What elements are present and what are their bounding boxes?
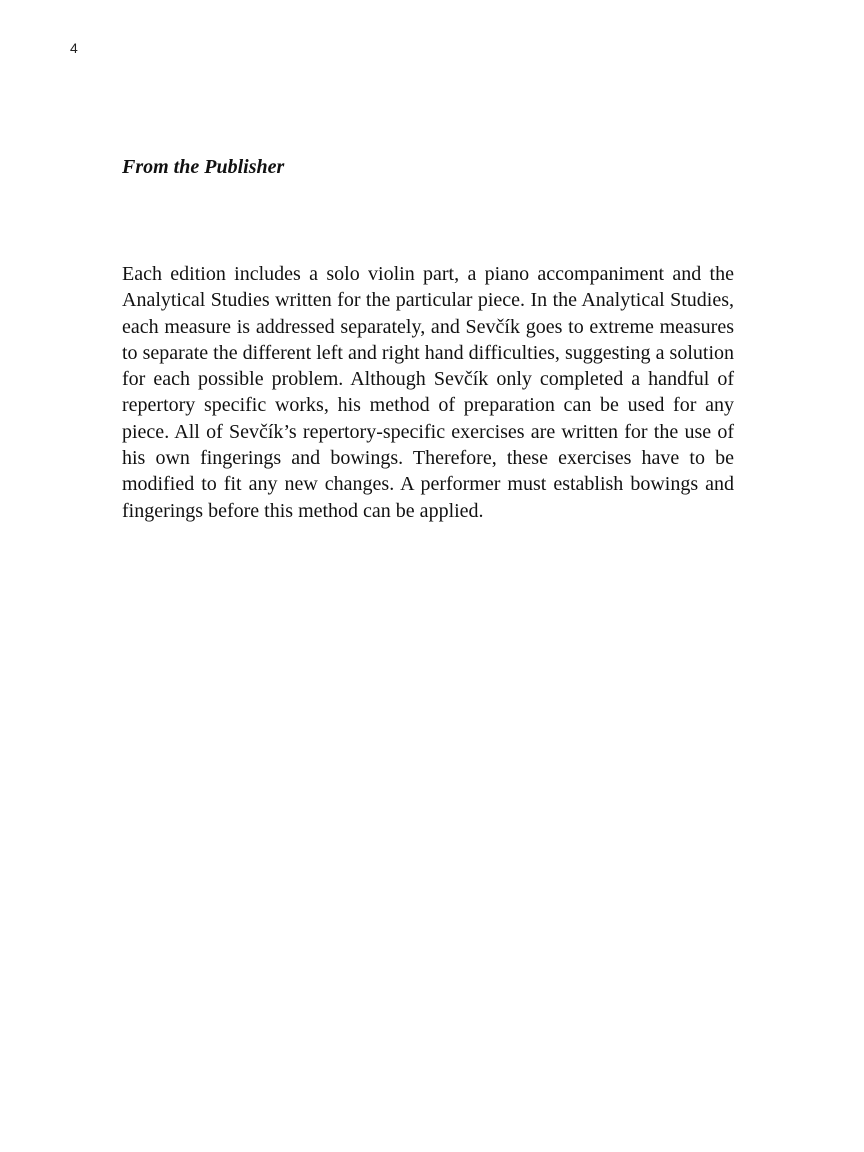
page-heading: From the Publisher: [122, 156, 285, 178]
body-paragraph: Each edition includes a solo violin part, a piano accompaniment and the Analytical Studies written for the particular piece. In the Analytical Studies, each measure is addressed separately, and Sevčík goes to extreme measures to separate the different left and right hand difficulties, suggesting a solution for each possible problem. Although Sevčík only completed a handful of repertory specific works, his method of preparation can be used for any piece. All of Sevčík’s repertory-specific exercises are written for the use of his own fingerings and bowings. Therefore, these exercises have to be modified to fit any new changes. A performer must establish bowings and fingerings before this method can be applied.: [122, 263, 734, 522]
page-number: 4: [70, 40, 78, 56]
